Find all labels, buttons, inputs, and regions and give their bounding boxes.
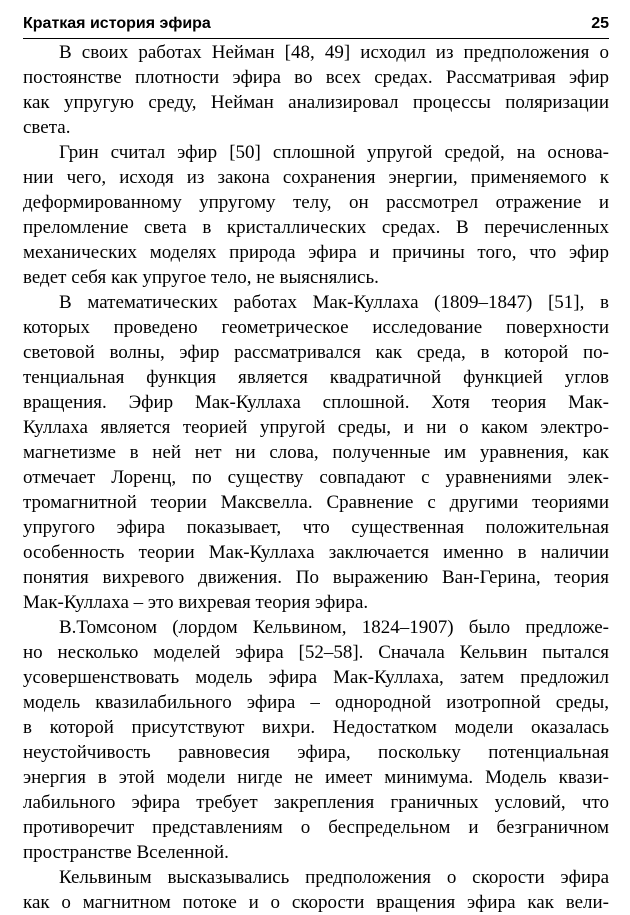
text-line: преломление света в кристаллических средах. В перечисленных xyxy=(23,217,609,238)
body-text xyxy=(23,40,609,915)
running-header xyxy=(23,11,609,37)
running-header-title: Краткая история эфира xyxy=(23,15,211,32)
text-line: механических моделях природа эфира и причины того, что эфир xyxy=(23,242,609,263)
text-line: В.Томсоном (лордом Кельвином, 1824–1907) было предложе- xyxy=(59,617,609,638)
text-line: деформированному упругому телу, он рассмотрел отражение и xyxy=(23,192,609,213)
text-line: но несколько моделей эфира [52–58]. Сначала Кельвин пытался xyxy=(23,642,609,663)
text-line: пространстве Вселенной. xyxy=(23,842,229,863)
text-line: в которой присутствуют вихри. Недостатком модели оказалась xyxy=(23,717,609,738)
text-line: как упругую среду, Нейман анализировал процессы поляризации xyxy=(23,92,609,113)
text-line: В математических работах Мак-Куллаха (1809–1847) [51], в xyxy=(59,292,609,313)
text-line: лабильного эфира требует закрепления граничных условий, что xyxy=(23,792,609,813)
text-line: магнетизме в ней нет ни слова, полученные им уравнения, как xyxy=(23,442,609,463)
text-line: световой волны, эфир рассматривался как среда, в которой по- xyxy=(23,342,609,363)
text-line: вращения. Эфир Мак-Куллаха сплошной. Хотя теория Мак- xyxy=(23,392,609,413)
text-line: света. xyxy=(23,117,71,138)
text-line: нии чего, исходя из закона сохранения энергии, применяемого к xyxy=(23,167,609,188)
text-line: модель квазилабильного эфира – однородной изотропной среды, xyxy=(23,692,609,713)
text-line: тромагнитной теории Максвелла. Сравнение с другими теориями xyxy=(23,492,609,513)
text-line: упругого эфира показывает, что существенная положительная xyxy=(23,517,609,538)
text-line: энергия в этой модели нигде не имеет минимума. Модель квази- xyxy=(23,767,609,788)
text-line: В своих работах Нейман [48, 49] исходил из предположения о xyxy=(59,42,609,63)
text-line: Мак-Куллаха – это вихревая теория эфира. xyxy=(23,592,369,613)
text-line: постоянстве плотности эфира во всех средах. Рассматривая эфир xyxy=(23,67,609,88)
text-line: Кельвиным высказывались предположения о скорости эфира xyxy=(59,867,609,888)
text-line: неустойчивость равновесия эфира, поскольку потенциальная xyxy=(23,742,609,763)
text-line: отмечает Лоренц, по существу совпадают с уравнениями элек- xyxy=(23,467,609,488)
text-line: как о магнитном потоке и о скорости вращения эфира как вели- xyxy=(23,892,609,913)
text-line: тенциальная функция является квадратичной функцией углов xyxy=(23,367,609,388)
header-rule xyxy=(23,38,609,39)
text-line: усовершенствовать модель эфира Мак-Куллаха, затем предложил xyxy=(23,667,609,688)
text-line: понятия вихревого движения. По выражению Ван-Герина, теория xyxy=(23,567,609,588)
text-line: ведет себя как упругое тело, не выяснялись. xyxy=(23,267,379,288)
page-number: 25 xyxy=(591,15,609,32)
text-line: противоречит представлениям о беспредельном и безграничном xyxy=(23,817,609,838)
text-line: которых проведено геометрическое исследование поверхности xyxy=(23,317,609,338)
text-line: особенность теории Мак-Куллаха заключается именно в наличии xyxy=(23,542,609,563)
text-line: Грин считал эфир [50] сплошной упругой средой, на основа- xyxy=(59,142,609,163)
text-line: Куллаха является теорией упругой среды, и ни о каком электро- xyxy=(23,417,609,438)
